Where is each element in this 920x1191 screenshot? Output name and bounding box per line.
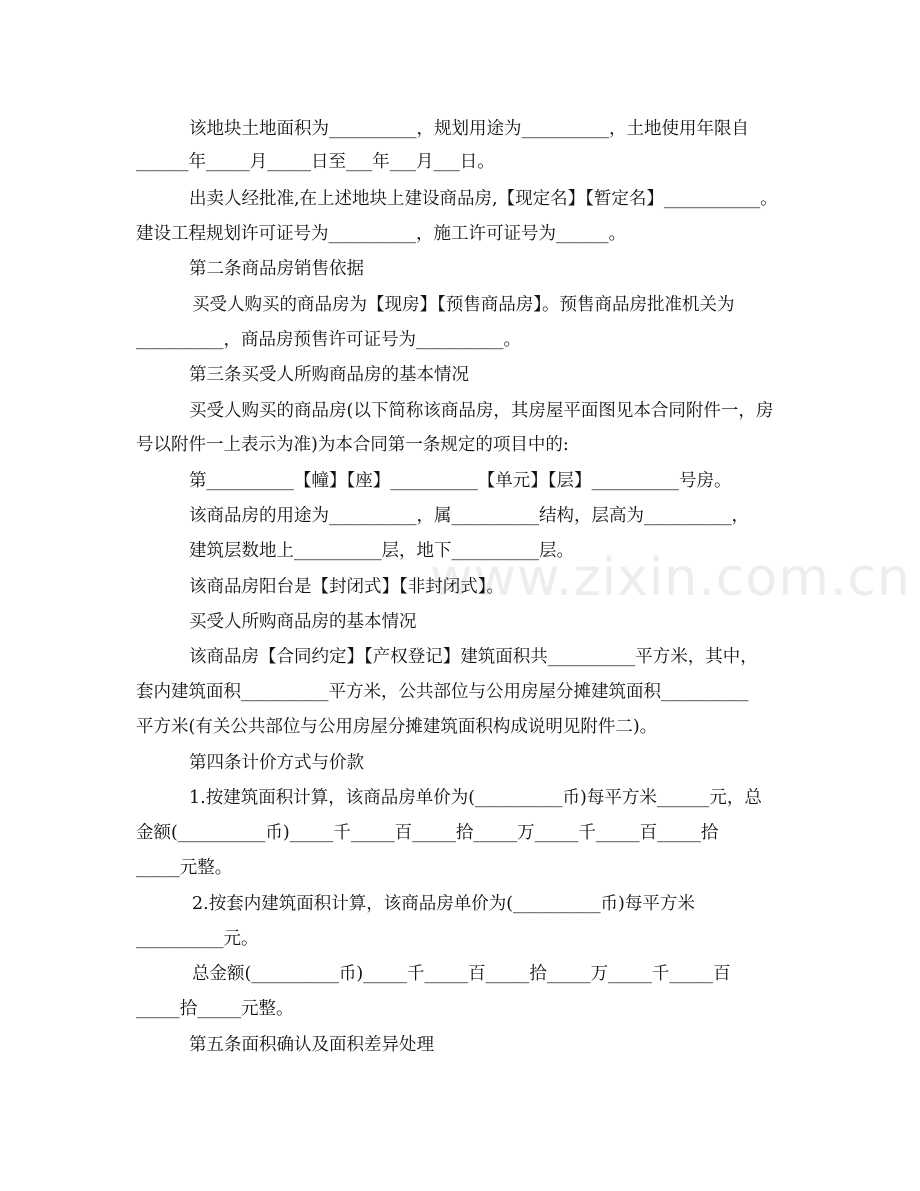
text-line: 2.按套内建筑面积计算，该商品房单价为(__________币)每平方米	[192, 894, 695, 914]
text-line: 该商品房的用途为__________，属__________结构，层高为__________，	[189, 506, 749, 526]
text-line: 买受人购买的商品房为【现房】【预售商品房】。预售商品房批准机关为	[192, 295, 735, 315]
section-heading: 第四条计价方式与价款	[189, 753, 364, 773]
text-line: __________，商品房预售许可证号为__________。	[136, 330, 521, 350]
watermark: www.zixin.com.cn	[430, 548, 911, 608]
text-line: 套内建筑面积__________平方米，公共部位与公用房屋分摊建筑面积__________	[136, 682, 749, 702]
section-heading: 买受人所购商品房的基本情况	[189, 612, 417, 632]
text-line: 总金额(__________币)_____千_____百_____拾_____万_____千_____百	[192, 964, 731, 984]
text-line: 号以附件一上表示为准)为本合同第一条规定的项目中的:	[136, 435, 569, 455]
text-line: 1.按建筑面积计算，该商品房单价为(__________币)每平方米______元，总	[189, 788, 762, 808]
text-line: 买受人购买的商品房(以下简称该商品房，其房屋平面图见本合同附件一，房	[189, 401, 774, 421]
text-line: ______年_____月_____日至___年___月___日。	[136, 152, 495, 172]
section-heading: 第五条面积确认及面积差异处理	[189, 1035, 434, 1055]
text-line: 建设工程规划许可证号为__________，施工许可证号为______。	[136, 224, 626, 244]
text-line: 平方米(有关公共部位与公用房屋分摊建筑面积构成说明见附件二)。	[136, 717, 658, 737]
text-line: 出卖人经批准,在上述地块上建设商品房,【现定名】【暂定名】___________。	[189, 189, 778, 209]
text-line: 第__________【幢】【座】__________【单元】【层】__________号房。	[189, 471, 732, 491]
text-line: 该商品房阳台是【封闭式】【非封闭式】。	[189, 577, 504, 597]
text-line: __________元。	[136, 929, 259, 949]
text-line: 建筑层数地上__________层，地下__________层。	[189, 541, 574, 561]
section-heading: 第二条商品房销售依据	[189, 259, 364, 279]
text-line: 金额(__________币)_____千_____百_____拾_____万_____千_____百_____拾	[136, 823, 719, 843]
text-line: _____拾_____元整。	[136, 999, 294, 1019]
section-heading: 第三条买受人所购商品房的基本情况	[189, 365, 469, 385]
text-line: 该商品房【合同约定】【产权登记】建筑面积共__________平方米，其中，	[189, 647, 758, 667]
text-line: _____元整。	[136, 858, 233, 878]
text-line: 该地块土地面积为__________，规划用途为__________，土地使用年限自	[189, 119, 749, 139]
